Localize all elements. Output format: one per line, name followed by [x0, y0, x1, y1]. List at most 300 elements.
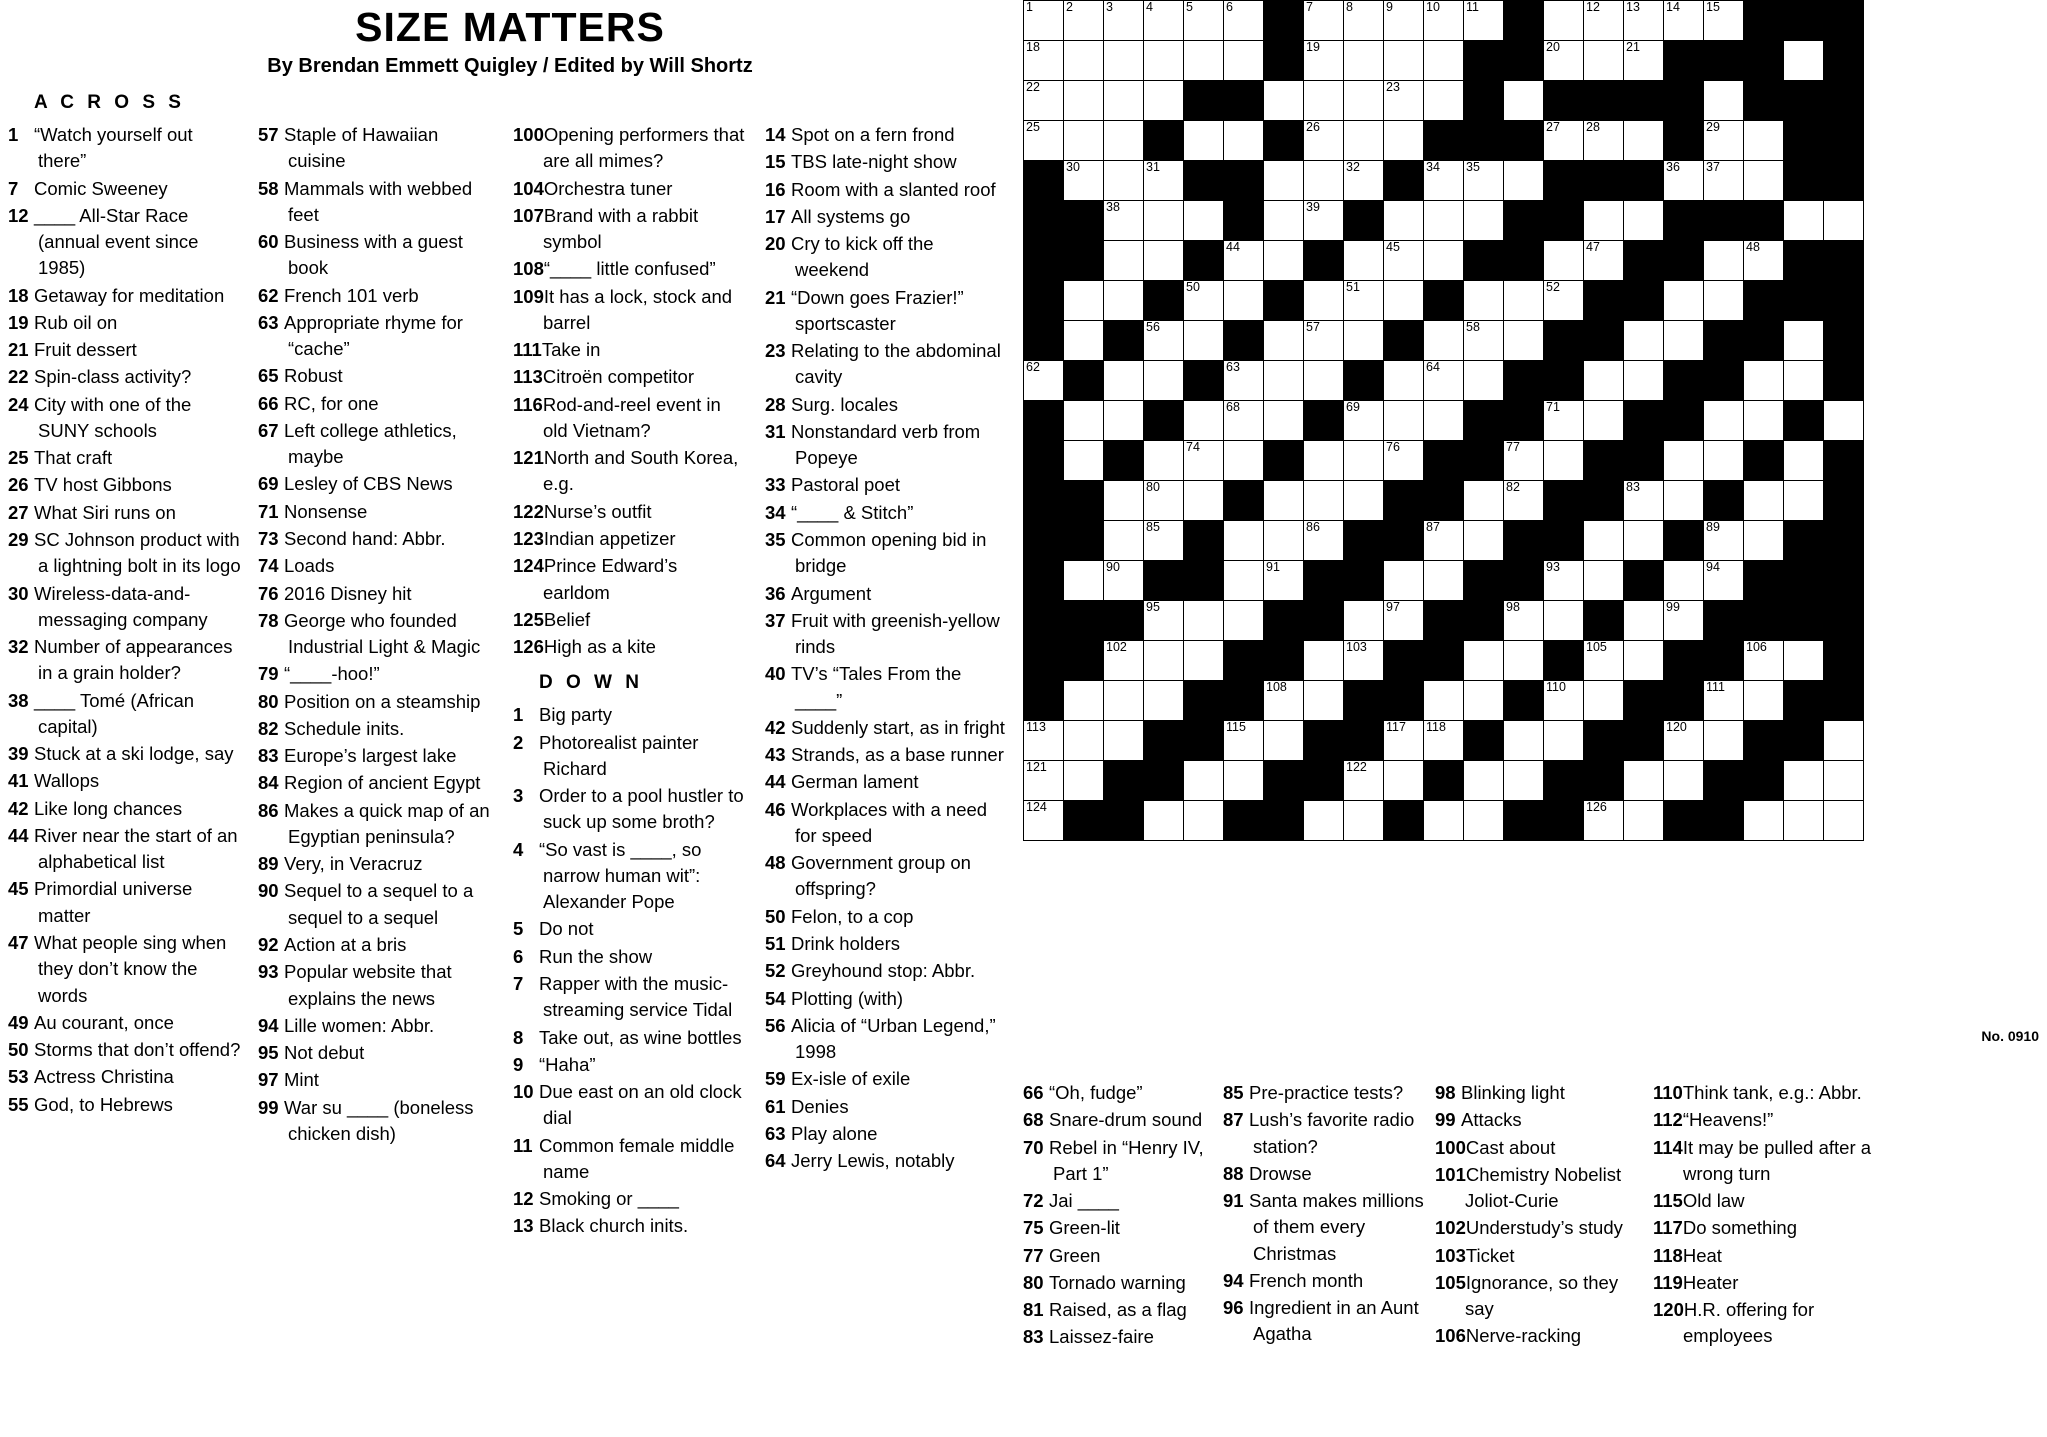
grid-cell[interactable] [1104, 41, 1144, 81]
grid-cell[interactable] [1264, 521, 1304, 561]
grid-cell[interactable] [1784, 41, 1824, 81]
grid-cell[interactable] [1544, 561, 1584, 601]
grid-cell[interactable] [1024, 761, 1064, 801]
grid-cell[interactable] [1504, 481, 1544, 521]
grid-cell[interactable] [1784, 321, 1824, 361]
grid-cell[interactable] [1144, 601, 1184, 641]
grid-cell[interactable] [1464, 161, 1504, 201]
grid-cell[interactable] [1824, 401, 1864, 441]
grid-cell[interactable] [1024, 81, 1064, 121]
grid-cell[interactable] [1744, 681, 1784, 721]
grid-cell[interactable] [1024, 801, 1064, 841]
clue-item [1223, 1080, 1429, 1106]
grid-cell[interactable] [1144, 1, 1184, 41]
grid-cell[interactable] [1184, 1, 1224, 41]
grid-cell[interactable] [1064, 441, 1104, 481]
grid-cell[interactable] [1744, 641, 1784, 681]
grid-cell[interactable] [1424, 721, 1464, 761]
grid-cell[interactable] [1064, 121, 1104, 161]
grid-cell[interactable] [1104, 561, 1144, 601]
clue-number: 24 [8, 393, 29, 415]
grid-cell[interactable] [1144, 361, 1184, 401]
grid-cell[interactable] [1104, 201, 1144, 241]
clue-number: 15 [765, 151, 786, 173]
grid-cell[interactable] [1784, 481, 1824, 521]
grid-cell[interactable] [1584, 361, 1624, 401]
grid-cell[interactable] [1784, 201, 1824, 241]
grid-cell[interactable] [1304, 1, 1344, 41]
grid-cell[interactable] [1424, 401, 1464, 441]
grid-block [1584, 481, 1624, 521]
grid-cell[interactable] [1224, 121, 1264, 161]
grid-cell[interactable] [1824, 201, 1864, 241]
grid-block [1264, 41, 1304, 81]
grid-block [1824, 321, 1864, 361]
grid-cell[interactable] [1424, 41, 1464, 81]
grid-cell[interactable] [1704, 281, 1744, 321]
grid-cell[interactable] [1264, 361, 1304, 401]
grid-cell[interactable] [1424, 321, 1464, 361]
grid-cell[interactable] [1304, 481, 1344, 521]
grid-cell[interactable] [1584, 801, 1624, 841]
grid-cell[interactable] [1304, 281, 1344, 321]
grid-cell[interactable] [1224, 281, 1264, 321]
grid-cell[interactable] [1424, 801, 1464, 841]
grid-cell[interactable] [1104, 361, 1144, 401]
grid-cell[interactable] [1464, 641, 1504, 681]
grid-cell[interactable] [1504, 641, 1544, 681]
grid-block [1024, 561, 1064, 601]
grid-cell[interactable] [1384, 601, 1424, 641]
grid-cell[interactable] [1304, 641, 1344, 681]
grid-cell[interactable] [1224, 1, 1264, 41]
grid-cell[interactable] [1304, 81, 1344, 121]
grid-row [1024, 321, 1864, 361]
grid-cell[interactable] [1024, 41, 1064, 81]
grid-cell[interactable] [1224, 561, 1264, 601]
grid-cell[interactable] [1584, 41, 1624, 81]
grid-cell[interactable] [1304, 361, 1344, 401]
grid-cell[interactable] [1344, 241, 1384, 281]
grid-cell[interactable] [1184, 481, 1224, 521]
grid-cell[interactable] [1224, 601, 1264, 641]
grid-cell[interactable] [1304, 41, 1344, 81]
grid-cell[interactable] [1104, 641, 1144, 681]
grid-cell[interactable] [1584, 641, 1624, 681]
grid-cell[interactable] [1344, 1, 1384, 41]
grid-cell[interactable] [1104, 681, 1144, 721]
grid-cell[interactable] [1784, 761, 1824, 801]
grid-cell[interactable] [1744, 361, 1784, 401]
grid-cell[interactable] [1664, 721, 1704, 761]
grid-cell[interactable] [1464, 361, 1504, 401]
grid-cell[interactable] [1624, 801, 1664, 841]
grid-cell[interactable] [1504, 721, 1544, 761]
grid-cell[interactable] [1464, 681, 1504, 721]
grid-cell[interactable] [1664, 601, 1704, 641]
grid-cell[interactable] [1064, 561, 1104, 601]
grid-cell[interactable] [1544, 401, 1584, 441]
grid-cell[interactable] [1264, 681, 1304, 721]
grid-cell[interactable] [1024, 361, 1064, 401]
clue-number: 40 [765, 663, 786, 685]
grid-cell[interactable] [1064, 1, 1104, 41]
grid-cell[interactable] [1504, 761, 1544, 801]
grid-cell[interactable] [1424, 1, 1464, 41]
clue-text: Denies [791, 1095, 849, 1117]
grid-cell[interactable] [1704, 521, 1744, 561]
grid-cell[interactable] [1504, 281, 1544, 321]
grid-cell-number: 18 [1026, 40, 1040, 54]
grid-cell[interactable] [1464, 201, 1504, 241]
clue-text: Getaway for meditation [34, 284, 225, 306]
grid-cell[interactable] [1184, 281, 1224, 321]
grid-cell[interactable] [1664, 321, 1704, 361]
grid-cell[interactable] [1464, 761, 1504, 801]
clue-item [258, 553, 497, 579]
grid-cell[interactable] [1664, 441, 1704, 481]
grid-cell[interactable] [1784, 641, 1824, 681]
grid-cell[interactable] [1344, 281, 1384, 321]
clue-item [1023, 1188, 1217, 1214]
grid-cell[interactable] [1464, 521, 1504, 561]
grid-cell[interactable] [1024, 121, 1064, 161]
grid-cell[interactable] [1224, 441, 1264, 481]
grid-cell[interactable] [1344, 401, 1384, 441]
grid-cell[interactable] [1304, 681, 1344, 721]
grid-cell[interactable] [1704, 121, 1744, 161]
grid-cell[interactable] [1184, 121, 1224, 161]
grid-cell[interactable] [1344, 801, 1384, 841]
grid-cell[interactable] [1624, 521, 1664, 561]
grid-cell[interactable] [1224, 41, 1264, 81]
grid-block [1064, 201, 1104, 241]
grid-cell[interactable] [1384, 81, 1424, 121]
grid-cell[interactable] [1624, 321, 1664, 361]
grid-cell[interactable] [1384, 361, 1424, 401]
grid-cell[interactable] [1304, 801, 1344, 841]
grid-cell[interactable] [1384, 41, 1424, 81]
grid-cell[interactable] [1624, 1, 1664, 41]
grid-cell[interactable] [1384, 441, 1424, 481]
grid-cell[interactable] [1384, 401, 1424, 441]
grid-cell[interactable] [1464, 321, 1504, 361]
grid-cell[interactable] [1664, 761, 1704, 801]
clue-number: 57 [258, 124, 279, 145]
grid-cell[interactable] [1144, 441, 1184, 481]
grid-cell[interactable] [1184, 321, 1224, 361]
grid-cell[interactable] [1384, 721, 1424, 761]
grid-cell[interactable] [1344, 601, 1384, 641]
grid-cell[interactable] [1544, 121, 1584, 161]
grid-cell[interactable] [1464, 801, 1504, 841]
grid-cell[interactable] [1744, 521, 1784, 561]
grid-cell[interactable] [1704, 1, 1744, 41]
grid-block [1544, 321, 1584, 361]
grid-cell[interactable] [1384, 241, 1424, 281]
grid-cell[interactable] [1704, 681, 1744, 721]
grid-cell[interactable] [1744, 241, 1784, 281]
grid-cell[interactable] [1624, 601, 1664, 641]
clue-number: 59 [765, 1068, 786, 1090]
grid-cell[interactable] [1184, 761, 1224, 801]
clue-number: 92 [258, 933, 279, 955]
grid-cell[interactable] [1704, 241, 1744, 281]
grid-cell[interactable] [1344, 321, 1384, 361]
grid-cell[interactable] [1144, 241, 1184, 281]
grid-cell[interactable] [1144, 801, 1184, 841]
grid-cell[interactable] [1784, 361, 1824, 401]
grid-cell[interactable] [1144, 41, 1184, 81]
clue-number: 52 [765, 960, 786, 982]
clue-item [513, 634, 749, 660]
grid-cell[interactable] [1264, 561, 1304, 601]
grid-cell[interactable] [1304, 201, 1344, 241]
clue-number: 114 [1653, 1136, 1683, 1158]
grid-cell[interactable] [1624, 761, 1664, 801]
grid-cell[interactable] [1224, 761, 1264, 801]
grid-cell[interactable] [1104, 521, 1144, 561]
grid-cell[interactable] [1664, 481, 1704, 521]
grid-cell[interactable] [1304, 121, 1344, 161]
grid-cell[interactable] [1264, 81, 1304, 121]
grid-cell[interactable] [1384, 761, 1424, 801]
byline: By Brendan Emmett Quigley / Edited by Will Shortz [267, 55, 753, 77]
grid-cell[interactable] [1504, 81, 1544, 121]
grid-cell[interactable] [1264, 481, 1304, 521]
clue-item [765, 850, 1007, 903]
grid-cell[interactable] [1464, 481, 1504, 521]
grid-cell[interactable] [1264, 161, 1304, 201]
grid-cell[interactable] [1144, 81, 1184, 121]
clue-number: 34 [765, 501, 786, 523]
grid-cell[interactable] [1104, 281, 1144, 321]
clue-item [513, 730, 749, 783]
grid-cell[interactable] [1344, 441, 1384, 481]
grid-cell[interactable] [1224, 521, 1264, 561]
grid-cell[interactable] [1104, 241, 1144, 281]
grid-cell[interactable] [1584, 121, 1624, 161]
grid-cell[interactable] [1064, 721, 1104, 761]
grid-cell[interactable] [1584, 521, 1624, 561]
clue-item [513, 1186, 749, 1212]
grid-cell[interactable] [1224, 361, 1264, 401]
grid-block [1304, 241, 1344, 281]
grid-cell[interactable] [1544, 721, 1584, 761]
grid-cell[interactable] [1664, 1, 1704, 41]
grid-cell[interactable] [1264, 241, 1304, 281]
clue-number: 116 [513, 393, 543, 415]
across-clue-list-2 [258, 122, 497, 1147]
grid-cell[interactable] [1704, 721, 1744, 761]
grid-cell[interactable] [1104, 161, 1144, 201]
grid-cell[interactable] [1744, 401, 1784, 441]
grid-cell[interactable] [1184, 441, 1224, 481]
grid-cell[interactable] [1504, 321, 1544, 361]
grid-cell[interactable] [1304, 321, 1344, 361]
grid-cell[interactable] [1224, 721, 1264, 761]
grid-cell[interactable] [1544, 41, 1584, 81]
grid-cell[interactable] [1824, 721, 1864, 761]
grid-cell[interactable] [1104, 721, 1144, 761]
grid-cell[interactable] [1144, 521, 1184, 561]
grid-cell[interactable] [1584, 241, 1624, 281]
grid-cell[interactable] [1424, 561, 1464, 601]
grid-cell[interactable] [1424, 201, 1464, 241]
grid-cell[interactable] [1424, 521, 1464, 561]
grid-block [1824, 441, 1864, 481]
grid-table[interactable] [1023, 0, 1864, 841]
grid-cell[interactable] [1544, 1, 1584, 41]
grid-cell[interactable] [1664, 161, 1704, 201]
clue-item [8, 122, 242, 175]
grid-cell[interactable] [1384, 1, 1424, 41]
grid-cell[interactable] [1824, 761, 1864, 801]
grid-cell[interactable] [1544, 601, 1584, 641]
grid-cell[interactable] [1424, 81, 1464, 121]
grid-cell[interactable] [1704, 561, 1744, 601]
clue-column-4 [757, 92, 1015, 1241]
grid-cell[interactable] [1344, 121, 1384, 161]
grid-cell[interactable] [1104, 81, 1144, 121]
grid-block [1224, 161, 1264, 201]
grid-cell[interactable] [1704, 161, 1744, 201]
grid-cell[interactable] [1504, 601, 1544, 641]
grid-cell[interactable] [1464, 281, 1504, 321]
grid-cell[interactable] [1264, 201, 1304, 241]
down-clue-list-2 [765, 122, 1007, 1174]
grid-cell[interactable] [1384, 201, 1424, 241]
clue-text: Opening performers that are all mimes? [543, 124, 745, 172]
grid-cell[interactable] [1344, 81, 1384, 121]
grid-cell[interactable] [1184, 641, 1224, 681]
grid-cell[interactable] [1104, 1, 1144, 41]
grid-cell[interactable] [1144, 481, 1184, 521]
grid-cell[interactable] [1064, 681, 1104, 721]
clue-item [1223, 1107, 1429, 1160]
grid-block [1344, 721, 1384, 761]
grid-cell[interactable] [1144, 641, 1184, 681]
grid-cell[interactable] [1624, 41, 1664, 81]
grid-cell[interactable] [1784, 801, 1824, 841]
grid-cell[interactable] [1144, 681, 1184, 721]
grid-cell[interactable] [1664, 281, 1704, 321]
grid-cell[interactable] [1064, 81, 1104, 121]
grid-cell[interactable] [1744, 801, 1784, 841]
grid-cell[interactable] [1664, 561, 1704, 601]
grid-cell[interactable] [1064, 401, 1104, 441]
grid-cell[interactable] [1504, 161, 1544, 201]
grid-cell[interactable] [1544, 441, 1584, 481]
grid-cell[interactable] [1344, 761, 1384, 801]
grid-cell-number: 126 [1586, 800, 1607, 814]
grid-cell[interactable] [1344, 641, 1384, 681]
grid-cell[interactable] [1304, 441, 1344, 481]
grid-cell[interactable] [1024, 1, 1064, 41]
grid-cell[interactable] [1184, 41, 1224, 81]
grid-cell[interactable] [1544, 681, 1584, 721]
grid-cell[interactable] [1304, 161, 1344, 201]
grid-cell[interactable] [1584, 681, 1624, 721]
grid-cell[interactable] [1624, 641, 1664, 681]
grid-cell[interactable] [1304, 521, 1344, 561]
grid-cell[interactable] [1504, 441, 1544, 481]
grid-cell[interactable] [1144, 321, 1184, 361]
grid-cell[interactable] [1624, 481, 1664, 521]
grid-cell[interactable] [1224, 241, 1264, 281]
grid-cell[interactable] [1344, 481, 1384, 521]
grid-cell[interactable] [1104, 401, 1144, 441]
grid-cell[interactable] [1544, 241, 1584, 281]
grid-cell[interactable] [1144, 201, 1184, 241]
grid-cell[interactable] [1264, 401, 1304, 441]
grid-cell[interactable] [1064, 761, 1104, 801]
grid-cell[interactable] [1624, 361, 1664, 401]
clue-number: 25 [8, 447, 29, 469]
grid-cell[interactable] [1744, 161, 1784, 201]
grid-cell[interactable] [1184, 801, 1224, 841]
grid-cell[interactable] [1024, 721, 1064, 761]
grid-cell[interactable] [1744, 121, 1784, 161]
grid-cell[interactable] [1224, 401, 1264, 441]
grid-cell[interactable] [1264, 721, 1304, 761]
grid-cell[interactable] [1064, 321, 1104, 361]
grid-cell[interactable] [1384, 561, 1424, 601]
grid-cell[interactable] [1344, 41, 1384, 81]
grid-cell[interactable] [1424, 241, 1464, 281]
grid-block [1424, 761, 1464, 801]
grid-cell[interactable] [1384, 121, 1424, 161]
clue-text: Take in [541, 339, 601, 361]
clue-number: 16 [765, 178, 786, 200]
grid-cell[interactable] [1544, 281, 1584, 321]
grid-cell[interactable] [1064, 281, 1104, 321]
grid-cell[interactable] [1704, 441, 1744, 481]
grid-cell[interactable] [1704, 401, 1744, 441]
grid-cell[interactable] [1344, 161, 1384, 201]
grid-cell[interactable] [1584, 1, 1624, 41]
grid-cell[interactable] [1264, 321, 1304, 361]
grid-cell[interactable] [1464, 1, 1504, 41]
clue-item [1023, 1243, 1217, 1269]
grid-cell[interactable] [1704, 81, 1744, 121]
grid-cell[interactable] [1624, 201, 1664, 241]
grid-cell[interactable] [1624, 121, 1664, 161]
grid-cell[interactable] [1144, 161, 1184, 201]
grid-cell[interactable] [1424, 681, 1464, 721]
grid-cell[interactable] [1104, 121, 1144, 161]
grid-cell[interactable] [1184, 201, 1224, 241]
grid-cell[interactable] [1184, 401, 1224, 441]
grid-cell[interactable] [1064, 41, 1104, 81]
grid-cell[interactable] [1424, 361, 1464, 401]
grid-cell[interactable] [1824, 801, 1864, 841]
grid-cell[interactable] [1744, 481, 1784, 521]
clue-number: 109 [513, 285, 544, 307]
grid-cell[interactable] [1584, 401, 1624, 441]
grid-cell[interactable] [1184, 601, 1224, 641]
clue-text: Tornado warning [1049, 1271, 1186, 1293]
grid-block [1784, 281, 1824, 321]
grid-cell[interactable] [1104, 481, 1144, 521]
grid-cell[interactable] [1424, 161, 1464, 201]
grid-cell[interactable] [1784, 441, 1824, 481]
grid-cell[interactable] [1584, 201, 1624, 241]
grid-cell[interactable] [1064, 161, 1104, 201]
crossword-grid[interactable] [1023, 0, 2047, 1044]
grid-cell[interactable] [1384, 281, 1424, 321]
grid-cell[interactable] [1584, 561, 1624, 601]
